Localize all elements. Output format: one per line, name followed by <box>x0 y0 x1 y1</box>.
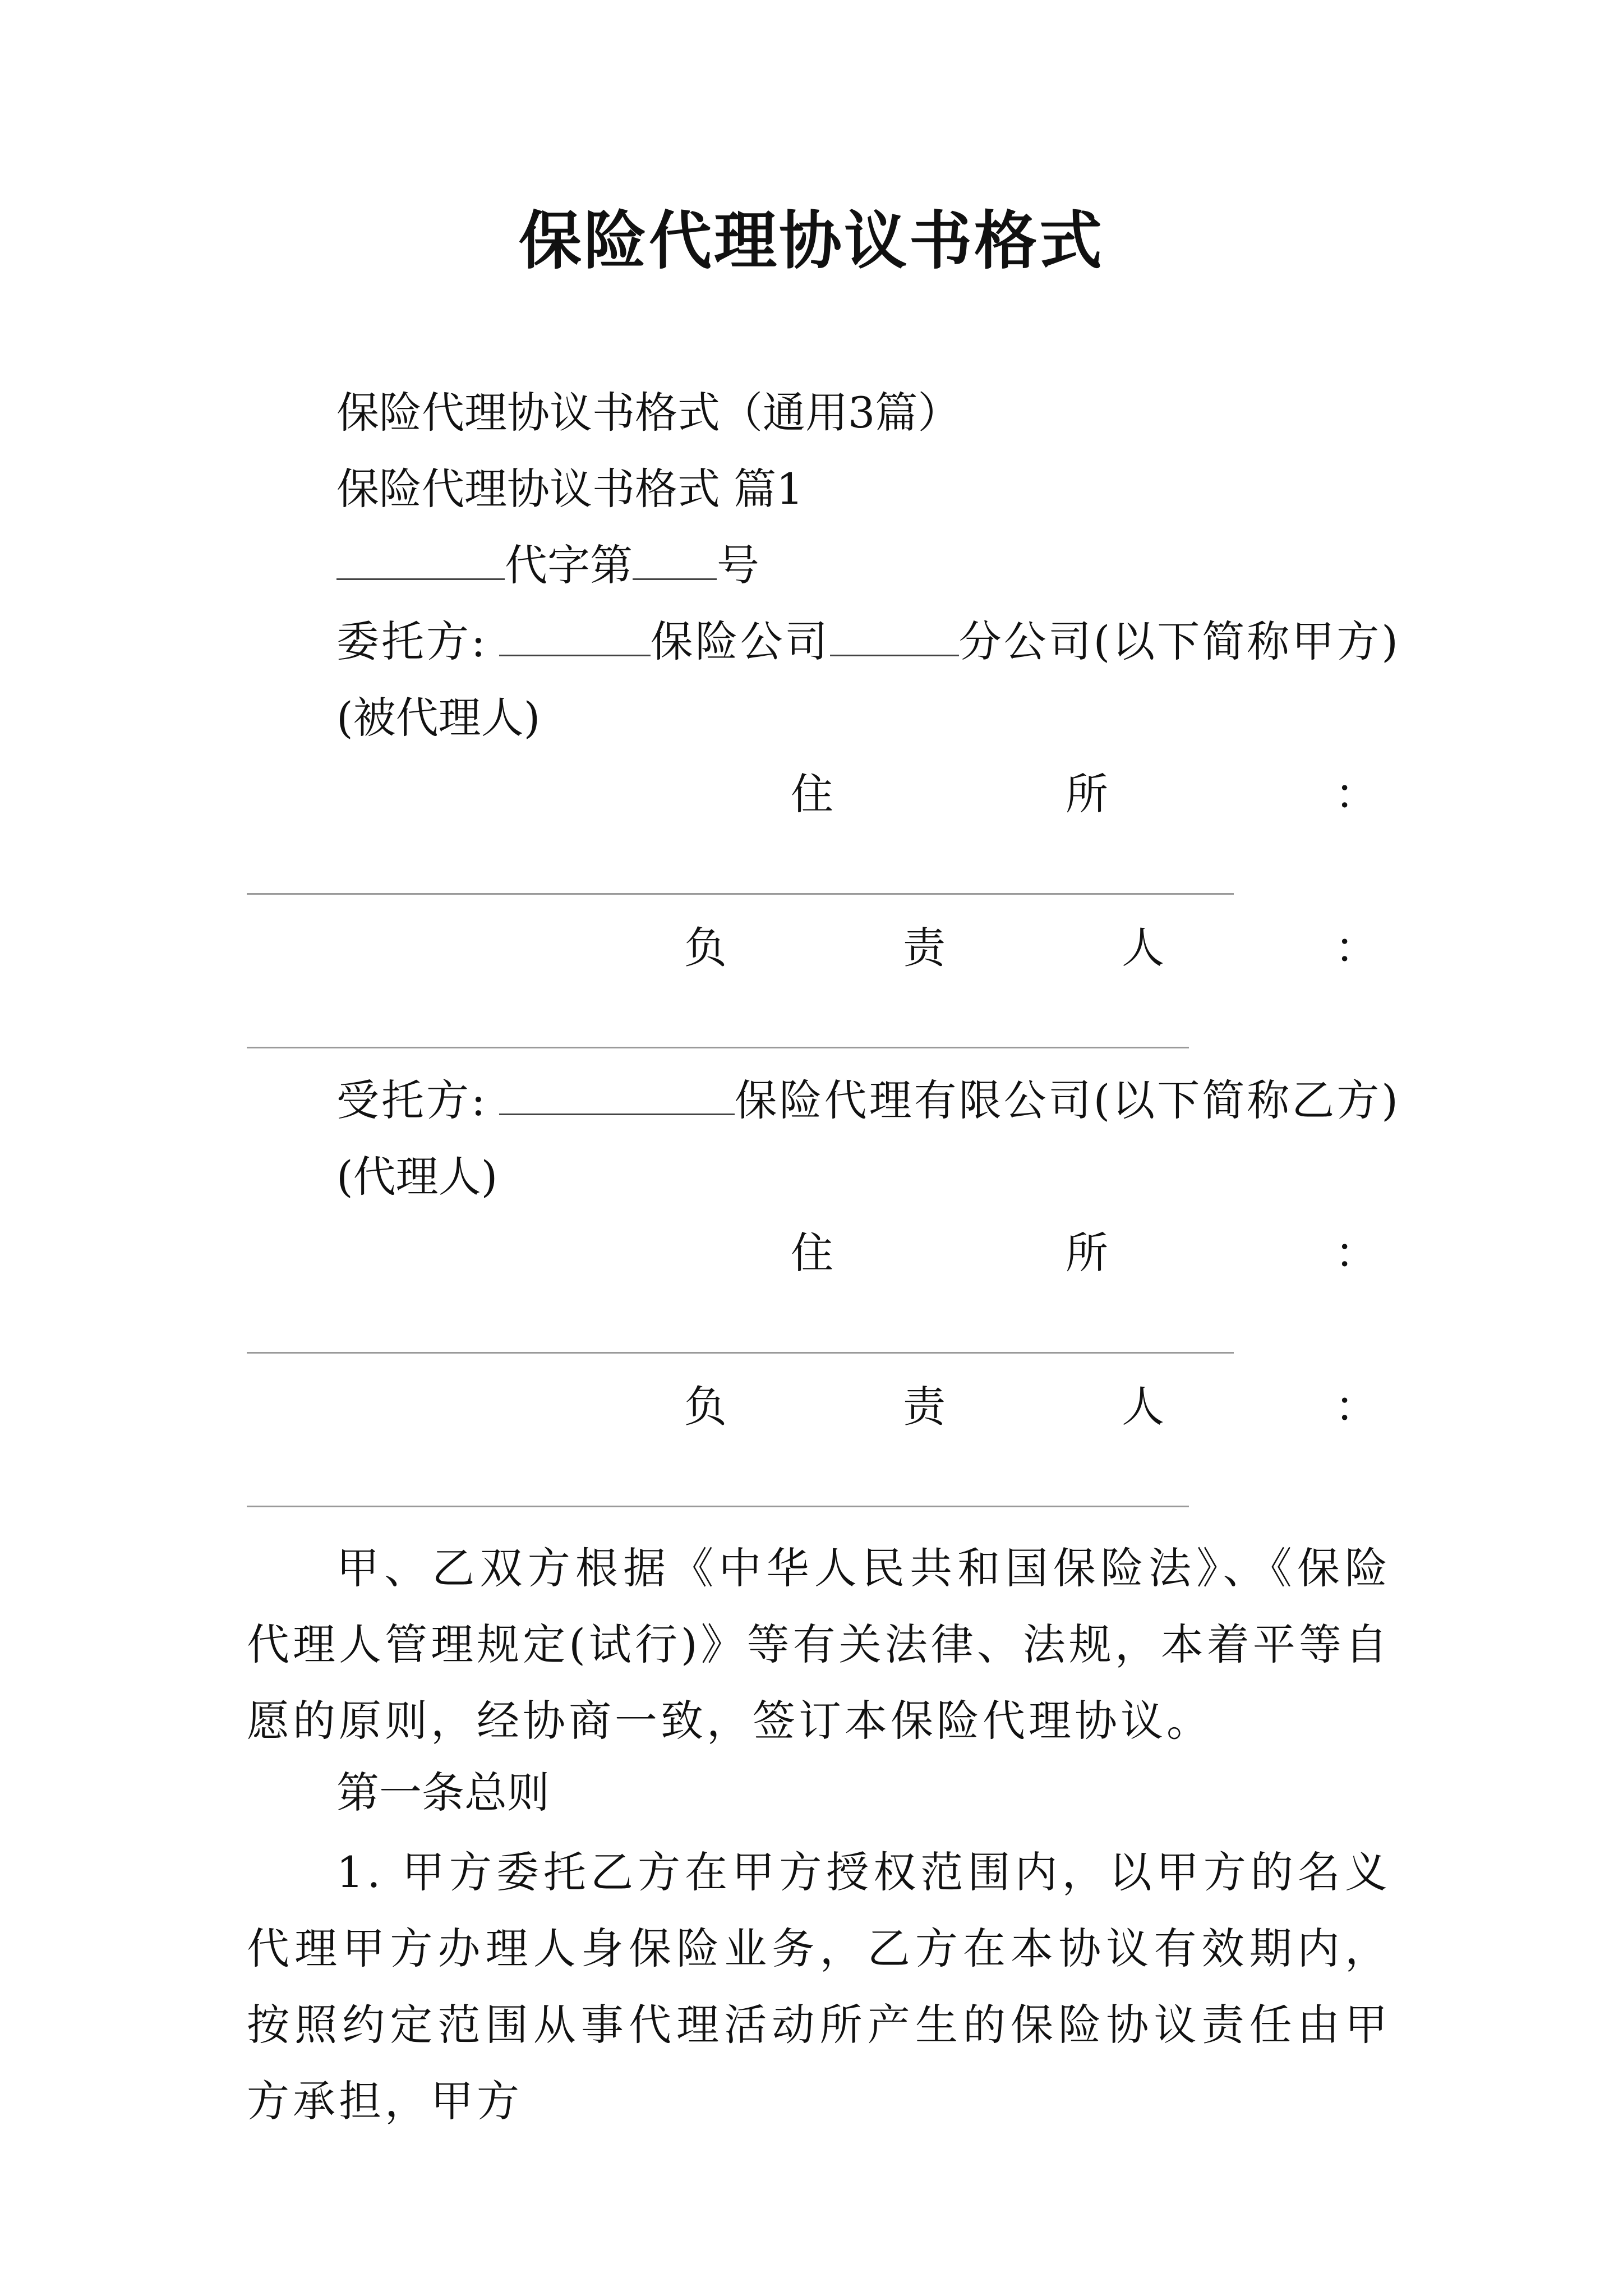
party-b-label: 受托方: <box>336 1075 488 1125</box>
document-number-suffix: 代字第 <box>505 540 633 590</box>
document-title: 保险代理协议书格式 <box>519 204 1104 278</box>
section-heading: 保险代理协议书格式 篇1 <box>336 464 804 514</box>
party-a-label: 委托方: <box>336 616 488 666</box>
party-b-company: 保险代理有限公司(以下简称乙方) <box>734 1075 1400 1125</box>
party-b-person-char-1: 负 <box>684 1382 727 1432</box>
party-b-address-colon: ： <box>1335 1228 1377 1278</box>
party-a-line <box>336 614 1400 670</box>
party-a-address-char-1: 住 <box>791 769 833 819</box>
party-b-person-char-2: 责 <box>903 1382 946 1432</box>
article-1-item-1: 1. 甲方委托乙方在甲方授权范围内，以甲方的名义代理甲方办理人身保险业务，乙方在本协议有效期内，按照约定范围从事代理活动所产生的保险协议责任由甲方承担，甲方 <box>247 1847 1391 2126</box>
party-b-address-rule <box>247 1352 1234 1354</box>
party-a-address-char-2: 所 <box>1066 769 1108 819</box>
party-a-address-rule <box>247 893 1234 895</box>
party-b-address-char-1: 住 <box>791 1228 833 1278</box>
party-b-person-char-3: 人 <box>1122 1382 1164 1432</box>
party-a-person-rule <box>247 1047 1189 1048</box>
party-a-person-char-3: 人 <box>1122 923 1164 973</box>
party-a-person-char-1: 负 <box>684 923 727 973</box>
party-a-company: 保险公司 <box>650 616 830 666</box>
party-a-blank-2 <box>830 615 959 656</box>
document-subtitle: 保险代理协议书格式（通用3篇） <box>336 388 961 438</box>
party-a-blank-1 <box>499 615 651 656</box>
document-number-line <box>336 537 759 593</box>
party-b-address-char-2: 所 <box>1066 1228 1108 1278</box>
party-a-branch: 分公司(以下简称甲方) <box>958 616 1400 666</box>
document-number-blank <box>336 539 505 580</box>
article-1-heading: 第一条总则 <box>336 1768 550 1818</box>
preamble-paragraph: 甲、乙双方根据《中华人民共和国保险法》、《保险代理人管理规定(试行)》等有关法律、法规，本着平等自愿的原则，经协商一致，签订本保险代理协议。 <box>247 1543 1391 1746</box>
party-b-blank <box>499 1074 735 1115</box>
party-a-person-colon: ： <box>1335 923 1377 973</box>
party-a-person-char-2: 责 <box>903 923 946 973</box>
document-number-end: 号 <box>717 540 759 590</box>
document-number-blank-2 <box>633 539 717 580</box>
party-b-person-rule <box>247 1506 1189 1507</box>
party-b-role: (代理人) <box>336 1152 498 1202</box>
party-a-address-colon: ： <box>1335 769 1377 819</box>
party-b-line <box>336 1073 1400 1129</box>
party-b-person-colon: ： <box>1335 1382 1377 1432</box>
party-a-role: (被代理人) <box>336 693 541 743</box>
